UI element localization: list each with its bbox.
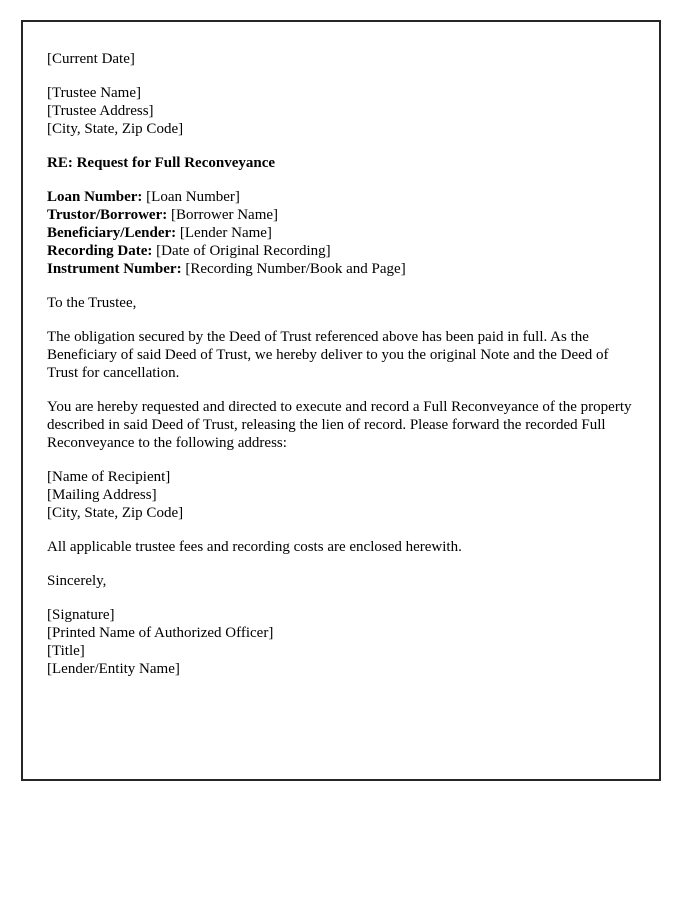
detail-value: [Borrower Name] <box>171 207 279 223</box>
detail-value: [Date of Original Recording] <box>156 243 331 259</box>
trustee-city-state-zip-line: [City, State, Zip Code] <box>47 121 184 137</box>
body-paragraph-1: The obligation secured by the Deed of Trust referenced above has been paid in full. As the Beneficiary of said Deed of Trust, we hereby deliver to you the original Note and the Deed of Trust for cancellation. <box>47 329 609 381</box>
detail-label: Instrument Number: <box>47 261 182 277</box>
letter-document <box>21 20 661 781</box>
detail-row-loan-number <box>47 188 635 206</box>
detail-label: Loan Number: <box>47 189 143 205</box>
detail-row-instrument-number <box>47 260 635 278</box>
detail-label: Trustor/Borrower: <box>47 207 168 223</box>
trustee-name-line: [Trustee Name] <box>47 85 142 101</box>
detail-value: [Loan Number] <box>146 189 240 205</box>
signature-block <box>47 606 635 678</box>
body-paragraph-2: You are hereby requested and directed to execute and record a Full Reconveyance of the property described in said Deed of Trust, releasing the lien of record. Please forward the recorded Full Reconveyance to the following address: <box>47 399 632 451</box>
recipient-address-line: [Mailing Address] <box>47 487 157 503</box>
signature-line: [Signature] <box>47 607 115 623</box>
detail-row-trustor-borrower <box>47 206 635 224</box>
salutation: To the Trustee, <box>47 295 137 311</box>
recipient-name-line: [Name of Recipient] <box>47 469 171 485</box>
fees-line: All applicable trustee fees and recording costs are enclosed herewith. <box>47 539 462 555</box>
detail-row-beneficiary-lender <box>47 224 635 242</box>
lender-entity-line: [Lender/Entity Name] <box>47 661 180 677</box>
detail-value: [Lender Name] <box>179 225 272 241</box>
closing-line: Sincerely, <box>47 573 107 589</box>
loan-details-block <box>47 188 635 278</box>
title-line: [Title] <box>47 643 85 659</box>
detail-row-recording-date <box>47 242 635 260</box>
subject-line: RE: Request for Full Reconveyance <box>47 155 276 171</box>
detail-label: Recording Date: <box>47 243 153 259</box>
printed-name-line: [Printed Name of Authorized Officer] <box>47 625 274 641</box>
trustee-address-line: [Trustee Address] <box>47 103 154 119</box>
trustee-address-block <box>47 84 635 138</box>
detail-value: [Recording Number/Book and Page] <box>185 261 406 277</box>
detail-label: Beneficiary/Lender: <box>47 225 177 241</box>
recipient-city-state-zip-line: [City, State, Zip Code] <box>47 505 184 521</box>
recipient-address-block <box>47 468 635 522</box>
current-date-line: [Current Date] <box>47 51 135 67</box>
